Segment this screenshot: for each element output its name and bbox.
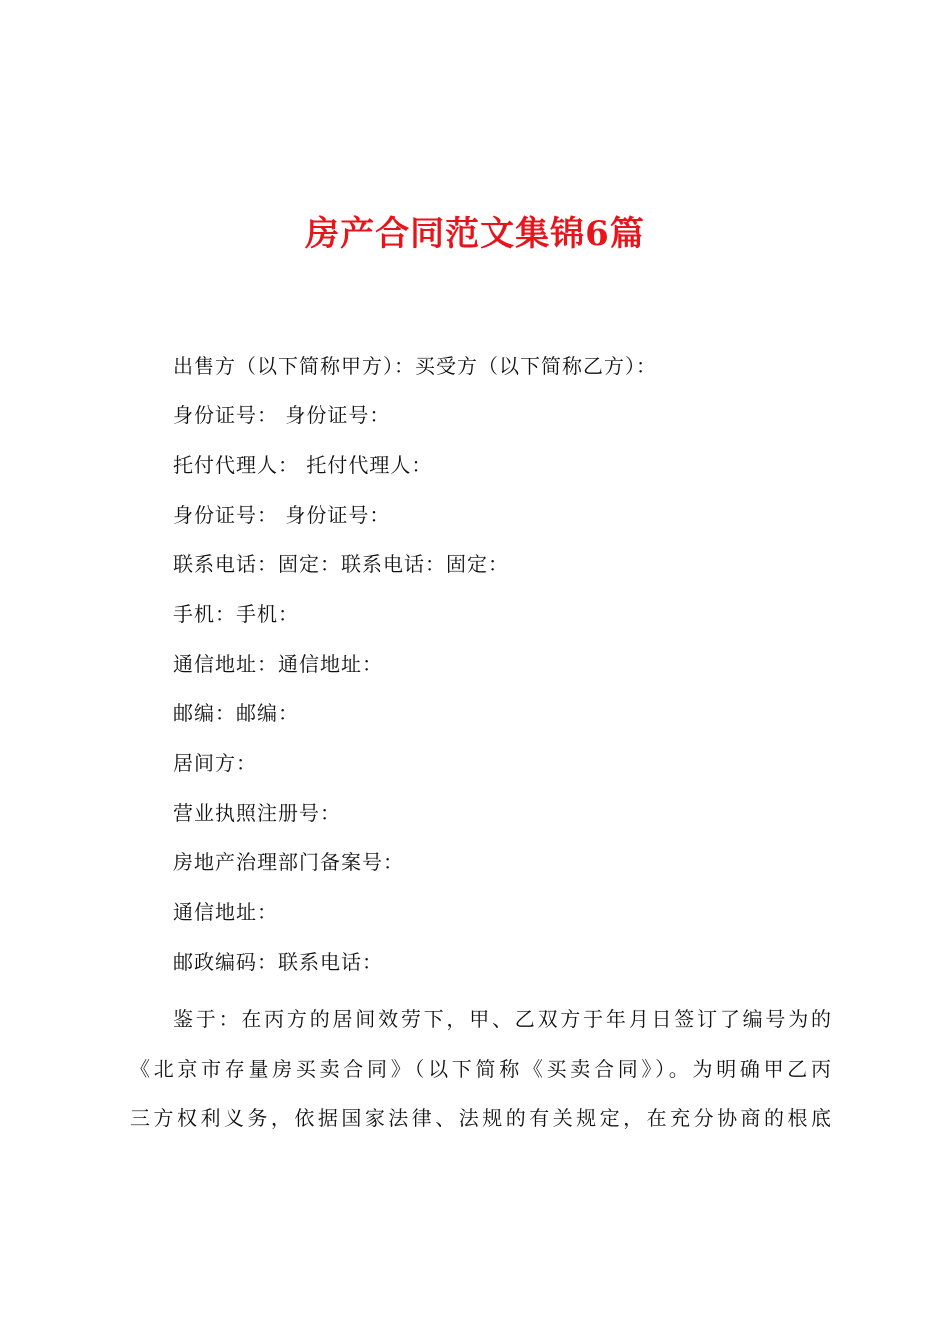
field-line-address: 通信地址：通信地址： xyxy=(173,652,383,676)
body-paragraph xyxy=(130,995,832,1144)
field-line-id-number: 身份证号： 身份证号： xyxy=(173,403,391,427)
field-line-seller-buyer: 出售方（以下简称甲方）：买受方（以下简称乙方）： xyxy=(173,354,657,378)
field-line-agent: 托付代理人： 托付代理人： xyxy=(173,453,433,477)
field-line-postcode: 邮编：邮编： xyxy=(173,701,299,725)
paragraph-line: 《北京市存量房买卖合同》（以下简称《买卖合同》）。为明确甲乙丙 xyxy=(130,1056,832,1081)
field-line-intermediary: 居间方： xyxy=(173,751,257,775)
field-line-mobile: 手机：手机： xyxy=(173,602,299,626)
field-line-filing-number: 房地产治理部门备案号： xyxy=(173,850,404,874)
paragraph-line: 三方权利义务，依据国家法律、法规的有关规定，在充分协商的根底 xyxy=(130,1106,832,1130)
field-line-license-number: 营业执照注册号： xyxy=(173,801,341,825)
field-line-agent-id-number: 身份证号： 身份证号： xyxy=(173,503,391,527)
paragraph-line: 鉴于：在丙方的居间效劳下，甲、乙双方于年月日签订了编号为的 xyxy=(173,1007,832,1031)
field-line-phone: 联系电话：固定：联系电话：固定： xyxy=(173,552,509,576)
field-line-intermediary-postcode-phone: 邮政编码：联系电话： xyxy=(173,950,383,974)
document-title: 房产合同范文集锦6篇 xyxy=(305,214,645,254)
field-line-intermediary-address: 通信地址： xyxy=(173,900,278,924)
